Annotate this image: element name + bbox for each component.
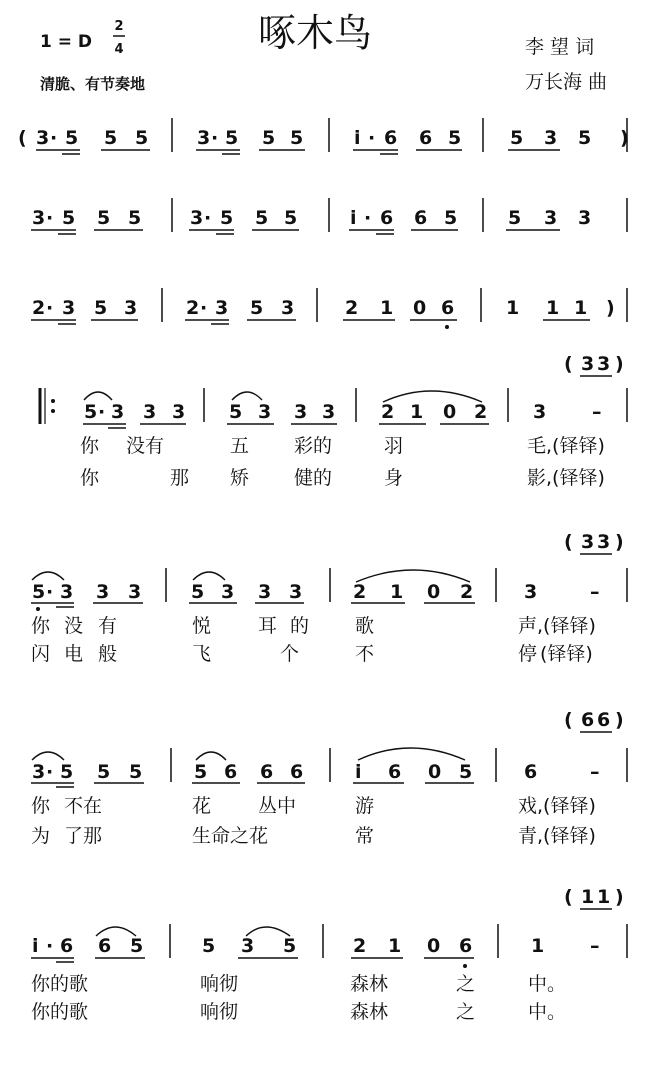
- paren-close: ): [615, 353, 624, 375]
- note: 5: [32, 581, 46, 603]
- note: 5: [225, 127, 239, 149]
- note: 1: [390, 581, 404, 603]
- note: 2: [32, 297, 46, 319]
- lyric-line: 为 了那 生命之花 常 青,(铎铎): [31, 825, 596, 847]
- note: 5: [60, 761, 74, 783]
- note: 6: [224, 761, 238, 783]
- note: 5: [97, 761, 111, 783]
- note: 6: [380, 207, 394, 229]
- note: 0: [427, 935, 441, 957]
- note: 1: [380, 297, 394, 319]
- note: 3: [581, 531, 595, 553]
- dash: –: [590, 761, 600, 783]
- dash: –: [590, 935, 600, 957]
- note: 3: [124, 297, 138, 319]
- note: 6: [388, 761, 402, 783]
- dot: ·: [46, 207, 54, 229]
- slur: [358, 748, 465, 760]
- paren-close: ): [615, 709, 624, 731]
- note: 0: [413, 297, 427, 319]
- lower-octave-dot: [36, 607, 40, 611]
- note: 3: [60, 581, 74, 603]
- slur: [84, 392, 112, 400]
- note: 1: [546, 297, 560, 319]
- dot: ·: [98, 401, 106, 423]
- note: 6: [260, 761, 274, 783]
- lyricist-credit: 李 望 词: [525, 36, 595, 58]
- note: 5: [202, 935, 216, 957]
- note: 2: [186, 297, 200, 319]
- repeat-dot: [51, 399, 55, 403]
- slur: [196, 752, 226, 760]
- time-signature-top: 2: [114, 19, 124, 34]
- note: 5: [97, 207, 111, 229]
- note: 2: [353, 935, 367, 957]
- note: 5: [578, 127, 592, 149]
- slur: [32, 572, 64, 580]
- note: 1: [410, 401, 424, 423]
- note: 5: [459, 761, 473, 783]
- time-signature-bottom: 4: [114, 42, 124, 57]
- score-row-2: [31, 198, 627, 234]
- note: 6: [581, 709, 595, 731]
- score-header: [40, 11, 607, 93]
- note: 1: [597, 886, 611, 908]
- slur: [193, 572, 225, 580]
- slur: [356, 570, 470, 582]
- note: 6: [441, 297, 455, 319]
- song-title: 啄木鸟: [258, 11, 373, 55]
- note: 5: [84, 401, 98, 423]
- note: i: [354, 127, 361, 149]
- note: 3: [143, 401, 157, 423]
- note: 3: [544, 207, 558, 229]
- lyric-line: 你 没 有 悦 耳 的 歌 声,(铎铎): [31, 615, 596, 637]
- note: 3: [544, 127, 558, 149]
- paren-open: (: [564, 886, 573, 908]
- dot: ·: [211, 127, 219, 149]
- note: 1: [531, 935, 545, 957]
- note: 1: [506, 297, 520, 319]
- note: 5: [508, 207, 522, 229]
- note: 3: [172, 401, 186, 423]
- lyric-line: 你的歌 响彻 森林 之 中。: [31, 973, 567, 995]
- note: 5: [290, 127, 304, 149]
- dash: –: [590, 581, 600, 603]
- note: 3: [581, 353, 595, 375]
- dash: –: [592, 401, 602, 423]
- note: 3: [215, 297, 229, 319]
- note: 5: [510, 127, 524, 149]
- paren-open: (: [564, 531, 573, 553]
- note: 5: [255, 207, 269, 229]
- note: 6: [414, 207, 428, 229]
- note: 3: [524, 581, 538, 603]
- note: 5: [220, 207, 234, 229]
- note: 5: [191, 581, 205, 603]
- note: 3: [322, 401, 336, 423]
- score-row-4: [40, 353, 627, 489]
- note: 3: [96, 581, 110, 603]
- note: 3: [36, 127, 50, 149]
- note: 3: [128, 581, 142, 603]
- note: 6: [60, 935, 74, 957]
- note: 6: [98, 935, 112, 957]
- note: 5: [135, 127, 149, 149]
- note: 2: [345, 297, 359, 319]
- paren-open: (: [564, 709, 573, 731]
- note: 6: [597, 709, 611, 731]
- note: 5: [229, 401, 243, 423]
- lyric-line: 你 没有 五 彩的 羽 毛,(铎铎): [80, 435, 605, 457]
- note: i: [355, 761, 362, 783]
- note: 5: [262, 127, 276, 149]
- note: 5: [130, 935, 144, 957]
- note: 2: [474, 401, 488, 423]
- note: 5: [250, 297, 264, 319]
- dot: ·: [368, 127, 376, 149]
- note: 3: [197, 127, 211, 149]
- lyric-line: 你 那 矫 健的 身 影,(铎铎): [80, 467, 605, 489]
- lyric-line: 闪 电 般 飞 个 不 停 (铎铎): [31, 643, 593, 665]
- note: 5: [448, 127, 462, 149]
- lyric-line: 你 不在 花 丛中 游 戏,(铎铎): [31, 795, 596, 817]
- note: 6: [290, 761, 304, 783]
- score-row-1: [18, 118, 629, 154]
- paren-close: ): [615, 531, 624, 553]
- note: 5: [104, 127, 118, 149]
- dot: ·: [50, 127, 58, 149]
- repeat-dot: [51, 409, 55, 413]
- note: 6: [459, 935, 473, 957]
- slur: [383, 391, 482, 402]
- dot: ·: [364, 207, 372, 229]
- note: 5: [62, 207, 76, 229]
- close-paren: ): [620, 127, 629, 149]
- note: 3: [597, 531, 611, 553]
- note: 3: [241, 935, 255, 957]
- score-row-3: [31, 288, 627, 329]
- dot: ·: [200, 297, 208, 319]
- note: 5: [444, 207, 458, 229]
- note: 3: [294, 401, 308, 423]
- note: 5: [65, 127, 79, 149]
- tempo-marking: 清脆、有节奏地: [40, 75, 146, 93]
- dot: ·: [46, 297, 54, 319]
- lower-octave-dot: [463, 964, 467, 968]
- note: 6: [384, 127, 398, 149]
- note: 3: [578, 207, 592, 229]
- close-paren: ): [606, 297, 615, 319]
- note: 3: [221, 581, 235, 603]
- paren-close: ): [615, 886, 624, 908]
- note: 3: [190, 207, 204, 229]
- dot: ·: [46, 761, 54, 783]
- note: 3: [533, 401, 547, 423]
- note: 3: [597, 353, 611, 375]
- note: 3: [32, 207, 46, 229]
- note: 5: [129, 761, 143, 783]
- dot: ·: [204, 207, 212, 229]
- note: 5: [283, 935, 297, 957]
- note: 1: [574, 297, 588, 319]
- note: 3: [281, 297, 295, 319]
- key-signature: 1 = D: [40, 32, 93, 52]
- score-row-5: [31, 531, 627, 665]
- slur: [32, 752, 64, 760]
- note: 3: [258, 401, 272, 423]
- note: 2: [381, 401, 395, 423]
- note: 2: [460, 581, 474, 603]
- note: 3: [258, 581, 272, 603]
- score-row-6: [31, 709, 627, 847]
- dot: ·: [46, 935, 54, 957]
- note: 5: [194, 761, 208, 783]
- open-paren: (: [18, 127, 27, 149]
- note: 1: [581, 886, 595, 908]
- note: 6: [419, 127, 433, 149]
- note: 6: [524, 761, 538, 783]
- note: 3: [111, 401, 125, 423]
- note: 3: [289, 581, 303, 603]
- composer-credit: 万长海 曲: [525, 71, 608, 93]
- lower-octave-dot: [445, 325, 449, 329]
- lyric-line: 你的歌 响彻 森林 之 中。: [31, 1001, 567, 1023]
- note: 0: [428, 761, 442, 783]
- note: 0: [443, 401, 457, 423]
- note: 0: [427, 581, 441, 603]
- note: 1: [388, 935, 402, 957]
- note: 2: [353, 581, 367, 603]
- dot: ·: [46, 581, 54, 603]
- score-row-7: [31, 886, 627, 1023]
- paren-open: (: [564, 353, 573, 375]
- note: 3: [32, 761, 46, 783]
- note: i: [32, 935, 39, 957]
- note: 3: [62, 297, 76, 319]
- note: i: [350, 207, 357, 229]
- note: 5: [94, 297, 108, 319]
- slur: [232, 392, 262, 400]
- note: 5: [284, 207, 298, 229]
- note: 5: [128, 207, 142, 229]
